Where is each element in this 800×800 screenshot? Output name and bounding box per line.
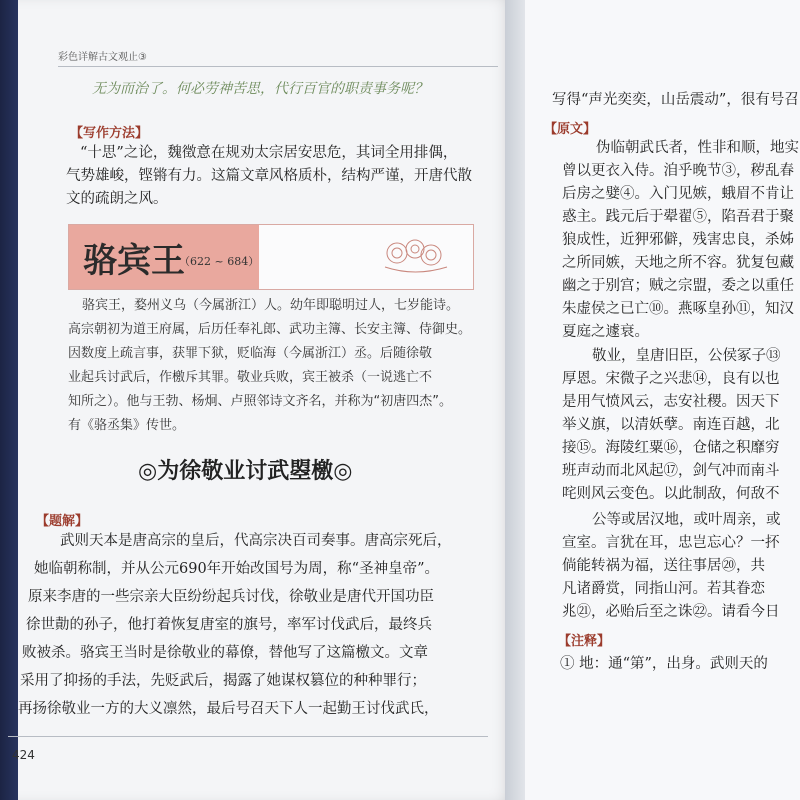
- tijie-line: 败被杀。骆宾王当时是徐敬业的幕僚，替他写了这篇檄文。文章: [22, 645, 428, 661]
- essay-title: ◎为徐敬业讨武曌檄◎: [138, 459, 353, 484]
- author-name: 骆宾王: [83, 241, 185, 281]
- yuanwen-line: 班声动而北风起⑰，剑气冲而南斗: [562, 463, 780, 479]
- zhushi-label-text: 【注释】: [558, 634, 611, 649]
- yuanwen-line: 后房之嬖④。入门见嫉，蛾眉不肯让: [562, 186, 794, 202]
- tijie-line: 原来李唐的一些宗亲大臣纷纷起兵讨伐，徐敬业是唐代开国功臣: [28, 589, 434, 605]
- yuanwen-line: 伪临朝武氏者，性非和顺，地实: [596, 140, 799, 156]
- method-line: “十思”之论，魏徵意在规劝太宗居安思危，其词全用排偶，: [80, 145, 458, 161]
- tijie-line: 再扬徐敬业一方的大义凛然，最后号召天下人一起勤王讨伐武氏，: [18, 701, 439, 717]
- tijie-line: 采用了抑扬的手法，先贬武后，揭露了她谋权篡位的种种罪行；: [20, 673, 426, 689]
- bio-line: 业起兵讨武后，作檄斥其罪。敬业兵败，宾王被杀（一说逃亡不: [68, 370, 433, 385]
- yuanwen-line: 倘能转祸为福，送往事居⑳，共: [562, 558, 765, 574]
- method-label: [70, 122, 148, 141]
- yuanwen-line: 夏庭之遽衰。: [562, 324, 649, 340]
- yuanwen-label-text: 【原文】: [544, 122, 597, 137]
- tijie-line: 她临朝称制，并从公元690年开始改国号为周，称“圣神皇帝”。: [34, 561, 439, 577]
- yuanwen-line: 狼成性，近狎邪僻，残害忠良，杀姊: [562, 232, 794, 248]
- yuanwen-line: 之所同嫉，天地之所不容。犹复包藏: [562, 255, 794, 271]
- bio-line: 高宗朝初为道王府属，后历任奉礼郎、武功主簿、长安主簿、侍御史。: [68, 322, 472, 337]
- yuanwen-line: 接⑮。海陵红粟⑯，仓储之积靡穷: [562, 440, 780, 456]
- author-years: （622 ~ 684）: [179, 255, 260, 268]
- right-top-line: 写得“声光奕奕，山岳震动”，很有号召: [552, 92, 799, 108]
- running-head: 彩色详解古文观止③: [58, 52, 147, 63]
- yuanwen-line: 举义旗，以清妖孽。南连百越，北: [562, 417, 780, 433]
- zhushi-label: [558, 630, 610, 649]
- yuanwen-line: 朱虚侯之已亡⑩。燕啄皇孙⑪，知汉: [562, 301, 794, 317]
- yuanwen-line: 惑主。践元后于翚翟⑤，陷吾君于聚: [562, 209, 794, 225]
- intro-line: 无为而治了。何必劳神苦思，代行百官的职责事务呢？: [92, 81, 428, 97]
- yuanwen-line: 凡诸爵赏，同指山河。若其眷恋: [562, 581, 765, 597]
- method-line: 气势雄峻，铿锵有力。这篇文章风格质朴，结构严谨，开唐代散: [66, 168, 472, 184]
- method-label-text: 【写作方法】: [70, 126, 149, 141]
- page-number: 424: [12, 748, 35, 762]
- method-line: 文的疏朗之风。: [66, 191, 168, 207]
- bio-line: 有《骆丞集》传世。: [68, 418, 186, 433]
- yuanwen-line: 兆㉑，必贻后至之诛㉒。请看今日: [562, 604, 780, 620]
- note-line: ① 地：通“第”，出身。武则天的: [560, 656, 768, 672]
- bio-line: 因数度上疏言事，获罪下狱，贬临海（今属浙江）丞。后随徐敬: [68, 346, 433, 361]
- yuanwen-line: 宣室。言犹在耳，忠岂忘心？一抔: [562, 535, 780, 551]
- yuanwen-line: 厚恩。宋微子之兴悲⑭，良有以也: [562, 371, 780, 387]
- header-rule: [58, 66, 498, 67]
- yuanwen-line: 敬业，皇唐旧臣，公侯冢子⑬: [592, 348, 781, 364]
- yuanwen-label: [544, 118, 596, 137]
- footer-rule: [8, 736, 488, 737]
- yuanwen-line: 曾以更衣入侍。洎乎晚节③，秽乱春: [562, 163, 794, 179]
- tijie-label-text: 【题解】: [36, 514, 89, 529]
- yuanwen-line: 是用气愤风云，志安社稷。因天下: [562, 394, 780, 410]
- tijie-line: 徐世勣的孙子，他打着恢复唐室的旗号，率军讨伐武后，最终兵: [26, 617, 432, 633]
- yuanwen-line: 公等或居汉地，或叶周亲，或: [592, 512, 781, 528]
- bio-line: 知所之）。他与王勃、杨炯、卢照邻诗文齐名，并称为“初唐四杰”。: [68, 394, 452, 409]
- tijie-label: [36, 510, 88, 529]
- bio-line: 骆宾王，婺州义乌（今属浙江）人。幼年即聪明过人，七岁能诗。: [82, 298, 460, 313]
- author-banner: [68, 224, 474, 290]
- yuanwen-line: 幽之于别宫；贼之宗盟，委之以重任: [562, 278, 794, 294]
- flower-ornament-icon: [375, 233, 455, 277]
- yuanwen-line: 咤则风云变色。以此制敌，何敌不: [562, 486, 780, 502]
- tijie-line: 武则天本是唐高宗的皇后，代高宗决百司奏事。唐高宗死后，: [60, 533, 452, 549]
